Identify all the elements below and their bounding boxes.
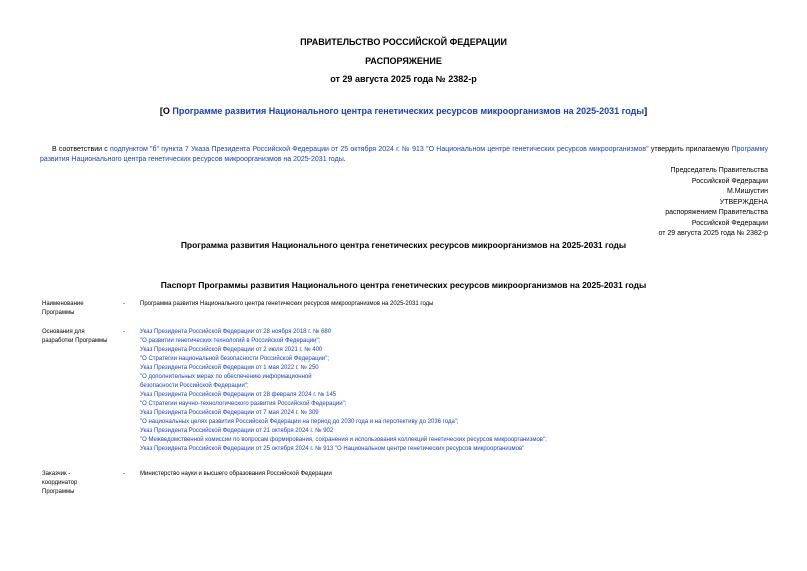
- passport-title: Паспорт Программы развития Национального центра генетических ресурсов микроорганизмов на 2025-2031 годы: [160, 280, 647, 290]
- row-label: [42, 328, 112, 346]
- decree-line[interactable]: Указ Президента Российской Федерации от 2 июля 2021 г. № 400: [140, 347, 323, 353]
- row-label-line: Программы: [42, 489, 75, 495]
- decree-line[interactable]: "О Стратегии национальной безопасности Российской Федерации";: [140, 356, 330, 362]
- doc-type-heading: РАСПОРЯЖЕНИЕ: [365, 56, 442, 66]
- row-value: Министерство науки и высшего образования Российской Федерации: [140, 471, 332, 477]
- main-paragraph: [40, 145, 768, 165]
- title-open: [О: [159, 106, 173, 116]
- signature-line: УТВЕРЖДЕНА: [719, 198, 768, 206]
- decree-line[interactable]: "О Стратегии научно-технологического развития Российской Федерации";: [140, 401, 347, 407]
- decree-line[interactable]: "О национальных целях развития Российской Федерации на период до 2030 года и на перспективу до 2036 года";: [140, 419, 459, 425]
- doc-date-heading: от 29 августа 2025 года № 2382-р: [330, 74, 477, 84]
- signature-line: М.Мишустин: [726, 188, 768, 195]
- row-dash: -: [123, 329, 125, 335]
- decree-line[interactable]: Указ Президента Российской Федерации от 28 февраля 2024 г. № 145: [140, 392, 337, 398]
- program-link[interactable]: Программу развития Национального центра генетических ресурсов микроорганизмов на 2025-2031 годы: [40, 146, 768, 163]
- paragraph-text-1: В соответствии с: [52, 146, 111, 153]
- decree-link[interactable]: подпунктом "б" пункта 7 Указа Президента Российской Федерации от 25 октября 2024 г. № 913 "О Национальном центре генетических ресурсов микроорганизмов": [110, 146, 649, 153]
- title-link[interactable]: Программе развития Национального центра генетических ресурсов микроорганизмов на 2025-2031 годы: [172, 106, 645, 116]
- program-title: Программа развития Национального центра генетических ресурсов микроорганизмов на 2025-2031 годы: [180, 240, 627, 250]
- decree-line[interactable]: безопасности Российской Федерации";: [140, 383, 249, 389]
- signature-line: Председатель Правительства: [670, 167, 768, 174]
- row-label-line: координатор: [42, 480, 78, 486]
- row-dash: -: [123, 301, 125, 307]
- row-label-line: Наименование: [42, 301, 84, 307]
- decree-line[interactable]: Указ Президента Российской Федерации от 21 октября 2024 г. № 902: [140, 428, 334, 434]
- signature-line: распоряжением Правительства: [665, 209, 768, 216]
- row-label-line: Заказчик -: [42, 471, 71, 477]
- title-close: ]: [644, 106, 648, 116]
- row-label: [42, 300, 112, 318]
- row-label-line: Программы: [42, 310, 75, 316]
- decree-list: [140, 328, 780, 454]
- decree-line[interactable]: Указ Президента Российской Федерации от 7 мая 2024 г. № 309: [140, 410, 319, 416]
- decree-line[interactable]: "О дополнительных мерах по обеспечению информационной: [140, 374, 312, 380]
- decree-line[interactable]: Указ Президента Российской Федерации от 1 мая 2022 г. № 250: [140, 365, 319, 371]
- decree-line[interactable]: "О развитии генетических технологий в Российской Федерации";: [140, 338, 321, 344]
- government-heading: ПРАВИТЕЛЬСТВО РОССИЙСКОЙ ФЕДЕРАЦИИ: [300, 37, 507, 47]
- signature-line: Российской Федерации: [691, 177, 768, 185]
- decree-line[interactable]: "О Межведомственной комиссии по вопросам формирования, сохранения и использования коллекций генетических ресурсов микроорганизмов";: [140, 437, 547, 443]
- row-label-line: разработки Программы: [42, 338, 108, 344]
- row-dash: -: [123, 471, 125, 477]
- decree-line[interactable]: Указ Президента Российской Федерации от 28 ноября 2018 г. № 680: [140, 329, 332, 335]
- row-label-line: Основания для: [42, 329, 85, 335]
- document-title: [0, 106, 807, 116]
- paragraph-text-3: .: [343, 156, 346, 163]
- paragraph-text-2: утвердить прилагаемую: [648, 146, 732, 153]
- signature-line: Российской Федерации: [691, 219, 768, 227]
- row-label: [42, 470, 112, 497]
- signature-line: от 29 августа 2025 года № 2382-р: [658, 230, 768, 237]
- decree-line[interactable]: Указ Президента Российской Федерации от 25 октября 2024 г. № 913 "О Национальном центре генетических ресурсов микроорганизмов": [140, 446, 525, 452]
- signature-block: [568, 166, 768, 240]
- row-value: Программа развития Национального центра генетических ресурсов микроорганизмов на 2025-2031 годы: [140, 301, 434, 307]
